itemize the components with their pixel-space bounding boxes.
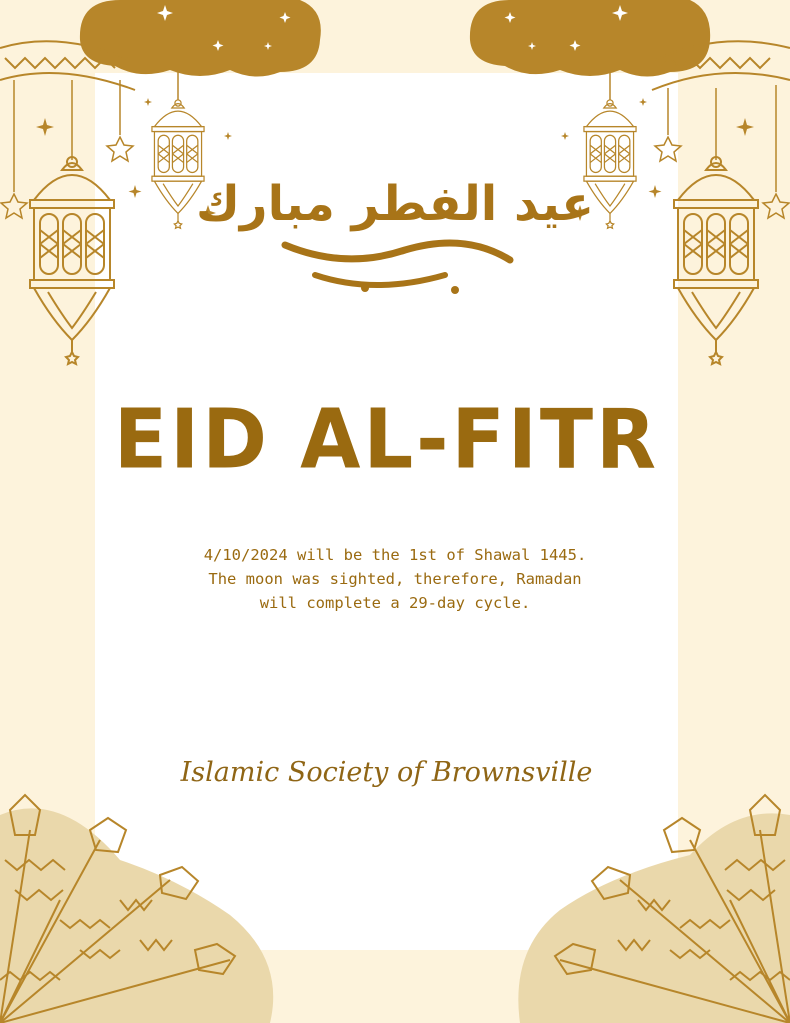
organization-name: Islamic Society of Brownsville (180, 757, 593, 788)
svg-text:عيد الفطر مبارك: عيد الفطر مبارك (195, 176, 595, 232)
announcement-line: 4/10/2024 will be the 1st of Shawal 1445. (203, 546, 587, 564)
event-title: EID AL-FITR (113, 392, 660, 488)
announcement-line: The moon was sighted, therefore, Ramadan (208, 570, 582, 588)
announcement-line: will complete a 29-day cycle. (259, 594, 531, 612)
announcement-text (180, 543, 610, 615)
cloud-right-icon (470, 0, 710, 77)
arabic-calligraphy-logo (195, 150, 595, 310)
cloud-left-icon (80, 0, 321, 77)
lantern-right-large-icon (674, 157, 758, 364)
